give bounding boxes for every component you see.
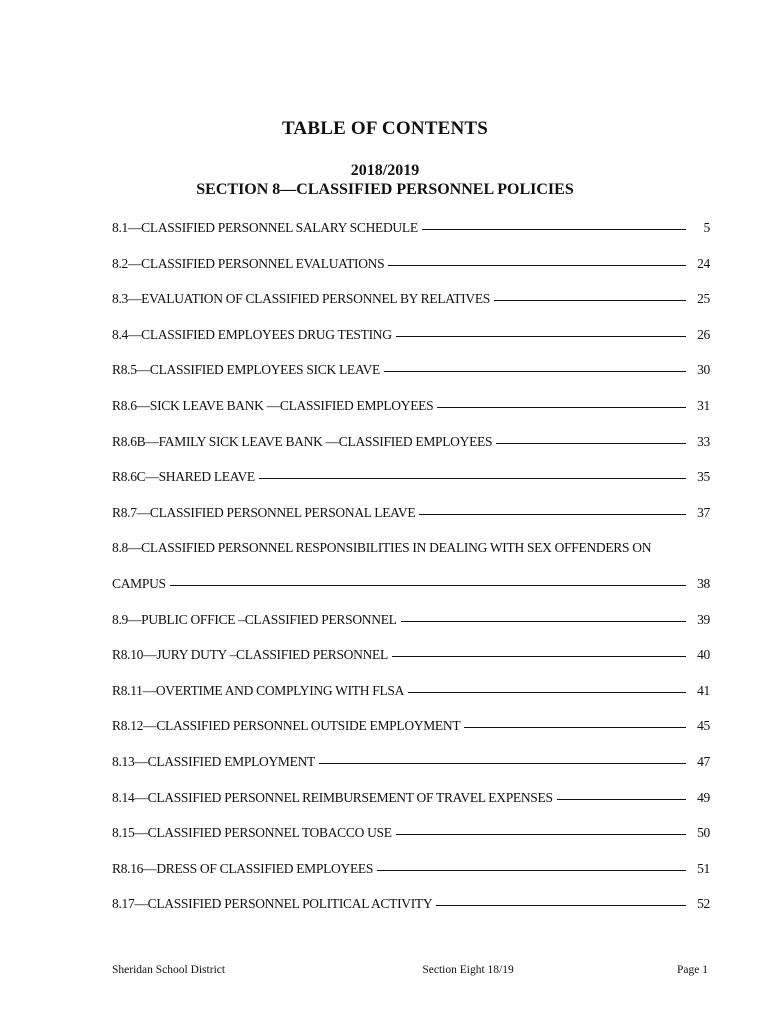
toc-leader-line: [401, 621, 686, 622]
toc-leader-line: [396, 834, 686, 835]
toc-entry-label-continued: CAMPUS: [112, 575, 166, 591]
toc-leader-line: [377, 870, 686, 871]
toc-leader-line: [436, 905, 686, 906]
toc-leader-line: [437, 407, 686, 408]
toc-entry-first-line[interactable]: [112, 540, 710, 576]
toc-page-number: 31: [697, 397, 710, 413]
toc-entry-label: R8.6—SICK LEAVE BANK —CLASSIFIED EMPLOYEES: [112, 397, 434, 413]
toc-page-number: 25: [697, 291, 710, 307]
toc-entry[interactable]: [112, 291, 710, 327]
toc-page-number: 51: [697, 860, 710, 876]
toc-entry-label: R8.12—CLASSIFIED PERSONNEL OUTSIDE EMPLOYMENT: [112, 718, 461, 734]
toc-entry[interactable]: [112, 683, 710, 719]
toc-page-number: 47: [697, 753, 710, 769]
toc-leader-line: [494, 300, 686, 301]
toc-leader-line: [319, 763, 686, 764]
toc-entry-label: R8.6C—SHARED LEAVE: [112, 469, 255, 485]
toc-entry-label: R8.16—DRESS OF CLASSIFIED EMPLOYEES: [112, 860, 374, 876]
toc-page-number: 40: [697, 647, 710, 663]
toc-leader-line: [408, 692, 686, 693]
toc-entry[interactable]: [112, 469, 710, 505]
toc-entry-label: R8.5—CLASSIFIED EMPLOYEES SICK LEAVE: [112, 362, 380, 378]
toc-page-number: 33: [697, 433, 710, 449]
footer-section-label: Section Eight 18/19: [422, 964, 514, 976]
toc-entry-label: R8.6B—FAMILY SICK LEAVE BANK —CLASSIFIED EMPLOYEES: [112, 433, 493, 449]
toc-entry-label: 8.14—CLASSIFIED PERSONNEL REIMBURSEMENT OF TRAVEL EXPENSES: [112, 789, 553, 805]
toc-leader-line: [496, 443, 686, 444]
toc-leader-line: [259, 478, 686, 479]
toc-entry-label: R8.7—CLASSIFIED PERSONNEL PERSONAL LEAVE: [112, 504, 416, 520]
toc-page-number: 5: [703, 220, 710, 235]
toc-page-number: 24: [697, 255, 710, 271]
toc-entry-label: 8.4—CLASSIFIED EMPLOYEES DRUG TESTING: [112, 326, 392, 342]
toc-page-number: 35: [697, 469, 710, 485]
toc-page-number: 52: [697, 896, 710, 912]
toc-page-number: 37: [697, 504, 710, 520]
toc-page-number: 38: [697, 575, 710, 591]
toc-entry-label: 8.3—EVALUATION OF CLASSIFIED PERSONNEL BY RELATIVES: [112, 291, 490, 307]
toc-entry[interactable]: [112, 398, 710, 434]
toc-page-number: 50: [697, 825, 710, 841]
toc-entry-label: 8.17—CLASSIFIED PERSONNEL POLITICAL ACTIVITY: [112, 896, 433, 912]
toc-leader-line: [419, 514, 686, 515]
toc-leader-line: [557, 799, 686, 800]
toc-page-number: 45: [697, 718, 710, 734]
page-title: TABLE OF CONTENTS: [281, 118, 489, 139]
toc-entry[interactable]: [112, 612, 710, 648]
toc-entry-label: 8.15—CLASSIFIED PERSONNEL TOBACCO USE: [112, 825, 392, 841]
toc-leader-line: [170, 585, 686, 586]
toc-entry[interactable]: [112, 790, 710, 826]
toc-page-number: 30: [697, 362, 710, 378]
toc-entry[interactable]: [112, 256, 710, 292]
toc-leader-line: [422, 229, 686, 230]
section-heading: SECTION 8—CLASSIFIED PERSONNEL POLICIES: [196, 181, 574, 198]
toc-leader-line: [464, 727, 686, 728]
toc-entry[interactable]: [112, 362, 710, 398]
toc-entry[interactable]: [112, 896, 710, 932]
footer-page-number: Page 1: [677, 964, 708, 976]
toc-entry[interactable]: [112, 220, 710, 256]
toc-page-number: 39: [697, 611, 710, 627]
toc-entry[interactable]: [112, 718, 710, 754]
toc-entry[interactable]: [112, 647, 710, 683]
toc-entry-label: R8.10—JURY DUTY –CLASSIFIED PERSONNEL: [112, 647, 388, 663]
page-footer: [112, 964, 708, 976]
document-year: 2018/2019: [350, 162, 420, 179]
toc-leader-line: [384, 371, 686, 372]
table-of-contents: [112, 220, 710, 932]
toc-entry-continuation[interactable]: [112, 576, 710, 612]
toc-page-number: 49: [697, 789, 710, 805]
toc-leader-line: [396, 336, 686, 337]
toc-page-number: 26: [697, 326, 710, 342]
toc-entry-label: R8.11—OVERTIME AND COMPLYING WITH FLSA: [112, 682, 405, 698]
toc-entry-label: 8.9—PUBLIC OFFICE –CLASSIFIED PERSONNEL: [112, 611, 397, 627]
footer-district-name: Sheridan School District: [112, 964, 226, 976]
toc-entry-label: 8.1—CLASSIFIED PERSONNEL SALARY SCHEDULE: [112, 220, 418, 235]
toc-entry-label: 8.2—CLASSIFIED PERSONNEL EVALUATIONS: [112, 255, 385, 271]
toc-entry-label: 8.8—CLASSIFIED PERSONNEL RESPONSIBILITIES IN DEALING WITH SEX OFFENDERS ON: [112, 540, 652, 556]
toc-entry[interactable]: [112, 505, 710, 541]
toc-entry-label: 8.13—CLASSIFIED EMPLOYMENT: [112, 753, 315, 769]
toc-entry[interactable]: [112, 825, 710, 861]
toc-entry[interactable]: [112, 754, 710, 790]
toc-entry[interactable]: [112, 434, 710, 470]
toc-page-number: 41: [697, 682, 710, 698]
toc-entry[interactable]: [112, 327, 710, 363]
toc-leader-line: [388, 265, 686, 266]
toc-leader-line: [392, 656, 686, 657]
toc-entry[interactable]: [112, 861, 710, 897]
